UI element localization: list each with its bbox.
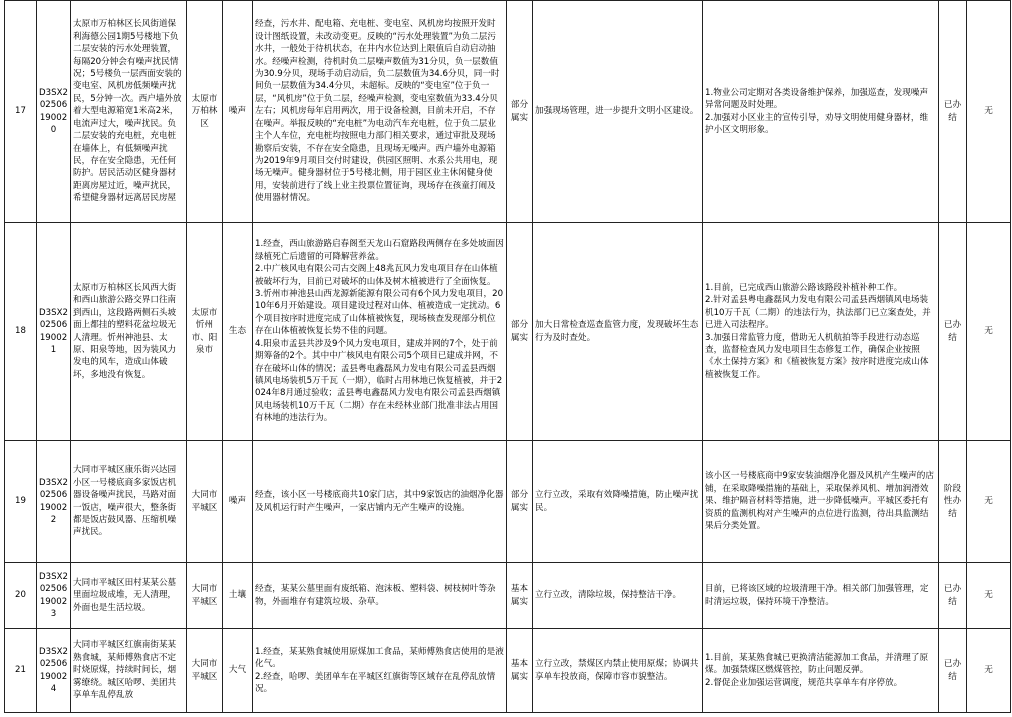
case-status: 阶段性办结 [939,441,967,563]
investigation-findings: 经查，污水井、配电箱、充电桩、变电室、风机房均按照开发时设计图纸设置，未改动变更。反映的“污水处理装置”为负二层污水井，一般处于待机状态，在井内水位达到上限值后自动启动抽水。经噪声检测，待机时负二层噪声数值为31分贝，负一层数值为30.9分贝，现场手动启动后，负二层数值为34.6分贝，同一时间负一层数值为34.4分贝，未超标。反映的“变电室”位于负一层，“风机房”位于负二层，经噪声检测，变电室数值为33.4分贝左右；风机房每年启用两次，用于设备检测，目前未开启，不存在噪声。举报反映的“充电桩”为电动汽车充电桩，位于负二层业主个人车位，充电桩均按照电力部门相关要求，通过审批及现场勘察后安装，不存在安全隐患，且现场无噪声。西户墙外电源箱为2019年9月项目交付时建设，供园区照明、水系公共用电，现场无噪声。健身器材位于5号楼北侧，用于园区业主休闲健身使用，安装前进行了线上业主投票位置征询，现场存在孩童打闹及使用器材情况。 [253,1,507,223]
accountability-note: 无 [967,223,1011,441]
accountability-note: 无 [967,441,1011,563]
complaint-description: 大同市平城区红旗南街某某熟食城，某师傅熟食店不定时烧原煤，持续时间长，烟雾缭绕。城区哈啰、美团共享单车乱停乱放 [71,629,187,713]
administrative-district: 大同市平城区 [187,563,223,629]
administrative-district: 太原市万柏林区 [187,1,223,223]
complaint-description: 大同市平城区田村某某公墓里面垃圾成堆，无人清理，外面也是生活垃圾。 [71,563,187,629]
administrative-district: 太原市忻州市、阳泉市 [187,223,223,441]
administrative-district: 大同市平城区 [187,629,223,713]
case-code: D3SX202506190023 [37,563,71,629]
handling-measures: 加强现场管理，进一步提升文明小区建设。 [533,1,703,223]
rectification-result: 1.物业公司定期对各类设备维护保养，加强巡查，发现噪声异常问题及时处理。 2.加强对小区业主的宣传引导，劝导文明使用健身器材，维护小区文明形象。 [703,1,939,223]
table-row [5,563,1011,629]
handling-measures: 立行立改，清除垃圾，保持整洁干净。 [533,563,703,629]
accountability-note: 无 [967,629,1011,713]
handling-measures: 加大日常检查巡查监管力度，发现破坏生态行为及时查处。 [533,223,703,441]
rectification-result: 1.目前，某某熟食城已更换清洁能源加工食品，并清理了原煤。加强禁煤区燃煤管控，防止问题反弹。 2.督促企业加强运营调度，规范共享单车有序停放。 [703,629,939,713]
verdict: 部分属实 [507,1,533,223]
verdict: 基本属实 [507,629,533,713]
investigation-findings: 1.经查，西山旅游路启春阁至天龙山石窟路段两侧存在多处坡面因绿植死亡后遗留的可降解营养盆。 2.中广核风电有限公司古交阁上48兆瓦风力发电项目存在山体植被破坏行为，目前已对破坏的山体及树木植被进行了全面恢复。 3.忻州市神池县山西龙源新能源有限公司有6个风力发电项目，2010年6月开始建设。项目建设过程对山体、植被造成一定扰动。6个项目按序时进度完成了山体植被恢复，现场核查发现部分机位存在山体植被恢复长势不佳的问题。 4.阳泉市孟县共涉及9个风力发电项目，建成并网的7个，处于前期筹备的2个。其中中广核风电有限公司5个项目已建成并网，不存在破坏山体的情况；孟县粤电鑫磊风力发电有限公司孟县西烟镇风电场装机5万千瓦（一期），临时占用林地已恢复植被，并于2024年8月通过验收；孟县粤电鑫磊风力发电有限公司孟县西烟镇风电场装机10万千瓦（二期）存在未经林业部门批准非法占用国有林地的违法行为。 [253,223,507,441]
row-number: 20 [5,563,37,629]
table-row [5,223,1011,441]
pollution-type: 噪声 [223,441,253,563]
investigation-findings: 1.经查，某某熟食城使用原煤加工食品，某师傅熟食店使用的是液化气。 2.经查，哈啰、美团单车在平城区红旗街等区域存在乱停乱放情况。 [253,629,507,713]
case-status: 已办结 [939,1,967,223]
table-row [5,1,1011,223]
case-status: 已办结 [939,629,967,713]
pollution-type: 土壤 [223,563,253,629]
accountability-note: 无 [967,1,1011,223]
row-number: 19 [5,441,37,563]
verdict: 基本属实 [507,563,533,629]
administrative-district: 大同市平城区 [187,441,223,563]
case-code: D3SX202506190022 [37,441,71,563]
accountability-note: 无 [967,563,1011,629]
case-code: D3SX202506190020 [37,1,71,223]
case-code: D3SX202506190024 [37,629,71,713]
row-number: 17 [5,1,37,223]
investigation-findings: 经查，某某公墓里面有废纸箱、泡沫板、塑料袋、树枝树叶等杂物，外面堆存有建筑垃圾、杂草。 [253,563,507,629]
handling-measures: 立行立改，禁煤区内禁止使用原煤；协调共享单车投放商，保障市容市貌整洁。 [533,629,703,713]
pollution-type: 噪声 [223,1,253,223]
pollution-type: 生态 [223,223,253,441]
row-number: 21 [5,629,37,713]
verdict: 部分属实 [507,223,533,441]
row-number: 18 [5,223,37,441]
handling-measures: 立行立改，采取有效降噪措施，防止噪声扰民。 [533,441,703,563]
case-status: 已办结 [939,563,967,629]
table-row [5,441,1011,563]
verdict: 部分属实 [507,441,533,563]
complaint-table [4,0,1011,713]
table-row [5,629,1011,713]
case-code: D3SX202506190021 [37,223,71,441]
complaint-description: 太原市万柏林区长风西大街和西山旅游公路交界口往南到西山，这段路两侧石头坡面上都挂的塑料花盆垃圾无人清理。忻州神池县、太原、阳泉等地，因为装风力发电的风车，造成山体破坏，多地没有恢复。 [71,223,187,441]
rectification-result: 目前，已将该区域的垃圾清理干净。相关部门加强管理，定时清运垃圾，保持环境干净整洁。 [703,563,939,629]
complaint-description: 太原市万柏林区长风街道保利海德公园1期5号楼地下负二层安装的污水处理装置，每隔20分钟会有噪声扰民情况；5号楼负一层西面安装的变电室、风机房低频噪声扰民，5分钟一次。西户墙外放着大型电源箱宽1米高2米，电流声过大，噪声扰民。负二层安装的充电桩，充电桩在墙体上，有低频噪声扰民，存在安全隐患，无任何防护。居民活动区健身器材距离房屋过近，噪声扰民，希望健身器材远离居民房屋 [71,1,187,223]
rectification-result: 该小区一号楼底商中9家安装油烟净化器及风机产生噪声的店铺，在采取降噪措施的基础上，采取保养风机、增加润滑效果、维护隔音材料等措施，进一步降低噪声。平城区委托有资质的监测机构对产生噪声的点位进行监测，待出具监测结果后分类处置。 [703,441,939,563]
pollution-type: 大气 [223,629,253,713]
complaint-description: 大同市平城区康乐街兴达园小区一号楼底商多家饭店机器设备噪声扰民，马路对面一饭店，噪声很大，整条街都是饭店鼓风器、压缩机噪声扰民。 [71,441,187,563]
investigation-findings: 经查，该小区一号楼底商共10家门店，其中9家饭店的油烟净化器及风机运行时产生噪声，一家店铺内无产生噪声的设施。 [253,441,507,563]
case-status: 已办结 [939,223,967,441]
rectification-result: 1.目前，已完成西山旅游公路该路段补植补种工作。 2.针对孟县粤电鑫磊风力发电有限公司孟县西烟镇风电场装机10万千瓦（二期）的违法行为，执法部门已立案查处，并已进入司法程序。 3.加强日常监管力度，借助无人机航拍等手段进行动态巡查，监督检查风力发电项目生态修复工作，确保企业按照《水土保持方案》和《植被恢复方案》按序时进度完成山体植被恢复工作。 [703,223,939,441]
